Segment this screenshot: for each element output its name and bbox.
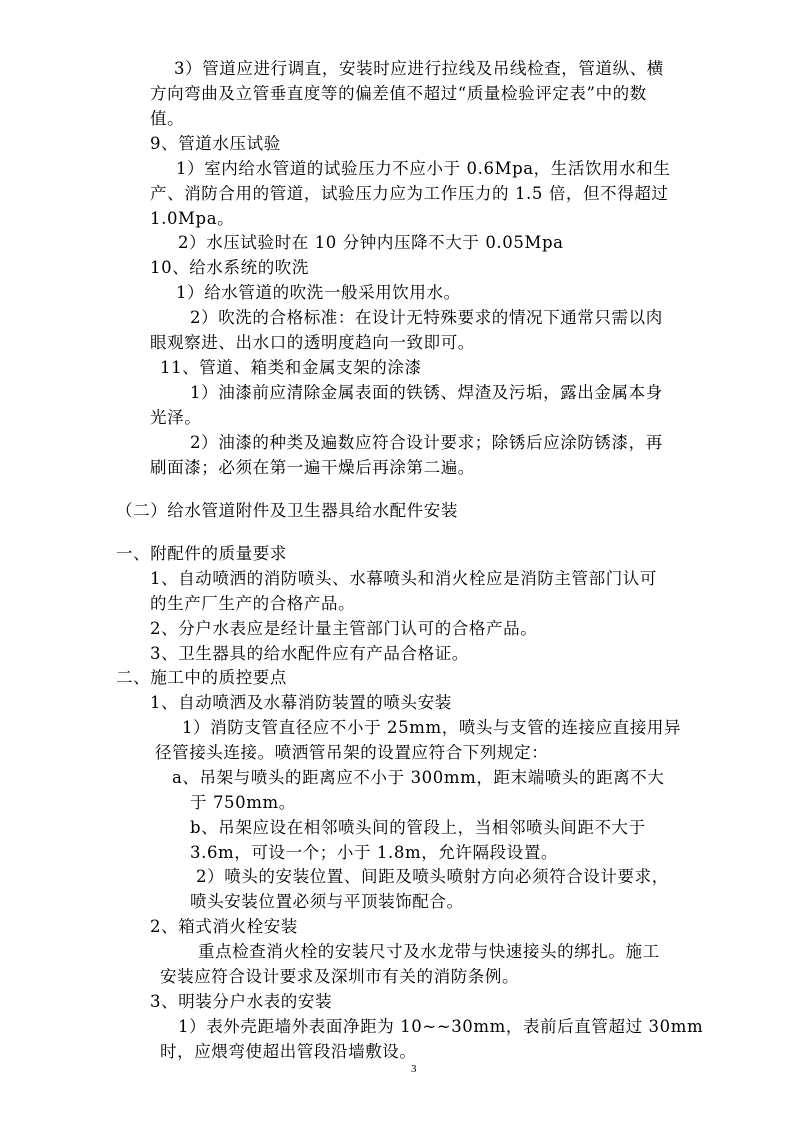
text-line: 2、箱式消火栓安装 <box>150 917 298 936</box>
text-line: 于 750mm。 <box>190 793 296 812</box>
text-line: 1）室内给水管道的试验压力不应小于 0.6Mpa，生活饮用水和生 <box>176 159 671 178</box>
text-line: 重点检查消火栓的安装尺寸及水龙带与快速接头的绑扎。施工 <box>198 942 660 961</box>
text-line: 1）消防支管直径应不小于 25mm，喷头与支管的连接应直接用异 <box>182 718 682 737</box>
text-line: 方向弯曲及立管垂直度等的偏差值不超过“质量检验评定表”中的数 <box>150 84 647 103</box>
text-line: 二、施工中的质控要点 <box>116 668 287 687</box>
text-line: 2、分户水表应是经计量主管部门认可的合格产品。 <box>150 619 538 638</box>
text-line: 径管接头连接。喷洒管吊架的设置应符合下列规定： <box>155 743 549 762</box>
text-line: 9、管道水压试验 <box>150 134 281 153</box>
text-line: 时，应煨弯使超出管段沿墙敷设。 <box>160 1042 417 1061</box>
text-line: 喷头安装位置必须与平顶装饰配合。 <box>190 892 464 911</box>
text-line: 1）表外壳距墙外表面净距为 10~~30mm，表前后直管超过 30mm <box>178 1017 704 1036</box>
text-line: 2）喷头的安装位置、间距及喷头喷射方向必须符合设计要求， <box>196 867 669 886</box>
text-line: 刷面漆；必须在第一遍干燥后再涂第二遍。 <box>150 458 475 477</box>
text-line: 2）油漆的种类及遍数应符合设计要求；除锈后应涂防锈漆，再 <box>190 433 663 452</box>
text-line: 一、附配件的质量要求 <box>116 544 287 563</box>
text-line: 光泽。 <box>150 408 202 427</box>
text-line: 1）油漆前应清除金属表面的铁锈、焊渣及污垢，露出金属本身 <box>190 383 663 402</box>
text-line: 3、卫生器具的给水配件应有产品合格证。 <box>150 644 469 663</box>
text-line: 1.0Mpa。 <box>150 209 235 228</box>
text-line: 的生产厂生产的合格产品。 <box>150 594 356 613</box>
text-line: 产、消防合用的管道，试验压力应为工作压力的 1.5 倍，但不得超过 <box>150 184 669 203</box>
text-line: 10、给水系统的吹洗 <box>150 258 309 277</box>
text-line: 1、自动喷洒及水幕消防装置的喷头安装 <box>150 693 452 712</box>
text-line: 1、自动喷洒的消防喷头、水幕喷头和消火栓应是消防主管部门认可 <box>150 569 657 588</box>
text-line: 3.6m，可设一个；小于 1.8m，允许隔段设置。 <box>190 843 559 862</box>
text-line: 3、明装分户水表的安装 <box>150 992 333 1011</box>
page-number: 3 <box>411 1063 417 1075</box>
section-heading: （二）给水管道附件及卫生器具给水配件安装 <box>116 501 458 520</box>
text-line: 1）给水管道的吹洗一般采用饮用水。 <box>176 283 461 302</box>
text-line: a、吊架与喷头的距离应不小于 300mm，距末端喷头的距离不大 <box>172 768 665 787</box>
text-line: 眼观察进、出水口的透明度趋向一致即可。 <box>150 333 475 352</box>
text-line: 3）管道应进行调直，安装时应进行拉线及吊线检查，管道纵、横 <box>174 59 664 78</box>
text-line: 2）水压试验时在 10 分钟内压降不大于 0.05Mpa <box>178 233 564 252</box>
text-line: 安装应符合设计要求及深圳市有关的消防条例。 <box>160 967 520 986</box>
text-line: 2）吹洗的合格标准：在设计无特殊要求的情况下通常只需以肉 <box>190 308 663 327</box>
text-line: 值。 <box>150 109 185 128</box>
text-line: 11、管道、箱类和金属支架的涂漆 <box>160 358 422 377</box>
text-line: b、吊架应设在相邻喷头间的管段上，当相邻喷头间距不大于 <box>190 818 646 837</box>
